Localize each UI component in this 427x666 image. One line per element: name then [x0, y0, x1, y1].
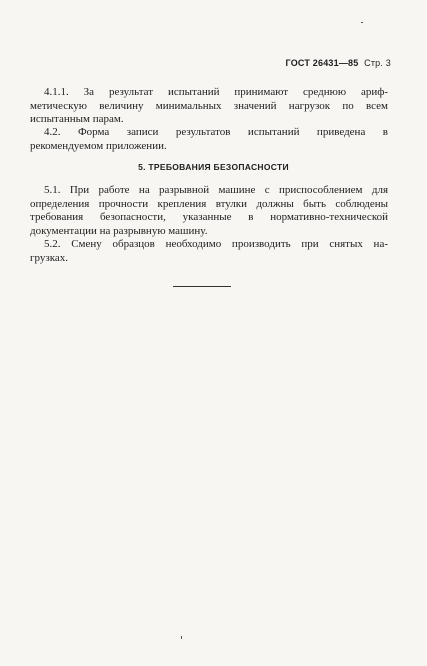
text-line: рекомендуемом приложении.	[30, 139, 167, 152]
paragraph-5-2	[30, 238, 388, 265]
page-header	[286, 58, 391, 68]
text-line: документации на разрывную машину.	[30, 224, 208, 237]
text-line: 5.1. При работе на разрывной машине с приспособлением для	[44, 184, 388, 196]
standard-number: ГОСТ 26431—85	[285, 58, 359, 68]
text-line: 4.1.1. За результат испытаний принимают среднюю ариф-	[44, 86, 388, 98]
text-line: грузках.	[30, 251, 69, 264]
paragraph-4-2	[30, 126, 388, 153]
scan-speck	[181, 636, 182, 639]
paragraph-4-1-1	[30, 86, 388, 127]
text-line: испытанным парам.	[30, 113, 124, 125]
text-line: 4.2. Форма записи результатов испытаний приведена в	[44, 126, 388, 138]
page-number: Стр. 3	[364, 58, 391, 68]
text-line: требования безопасности, указанные в нормативно-технической	[30, 211, 388, 223]
paragraph-5-1	[30, 184, 388, 238]
section-title: 5. ТРЕБОВАНИЯ БЕЗОПАСНОСТИ	[138, 162, 289, 172]
text-line: определения прочности крепления втулки должны быть соблюдены	[30, 197, 388, 210]
end-rule	[173, 286, 231, 287]
text-line: 5.2. Смену образцов необходимо производить при снятых на-	[44, 238, 388, 250]
scan-speck	[361, 22, 363, 23]
text-line: метическую величину минимальных значений нагрузок по всем	[30, 99, 388, 112]
